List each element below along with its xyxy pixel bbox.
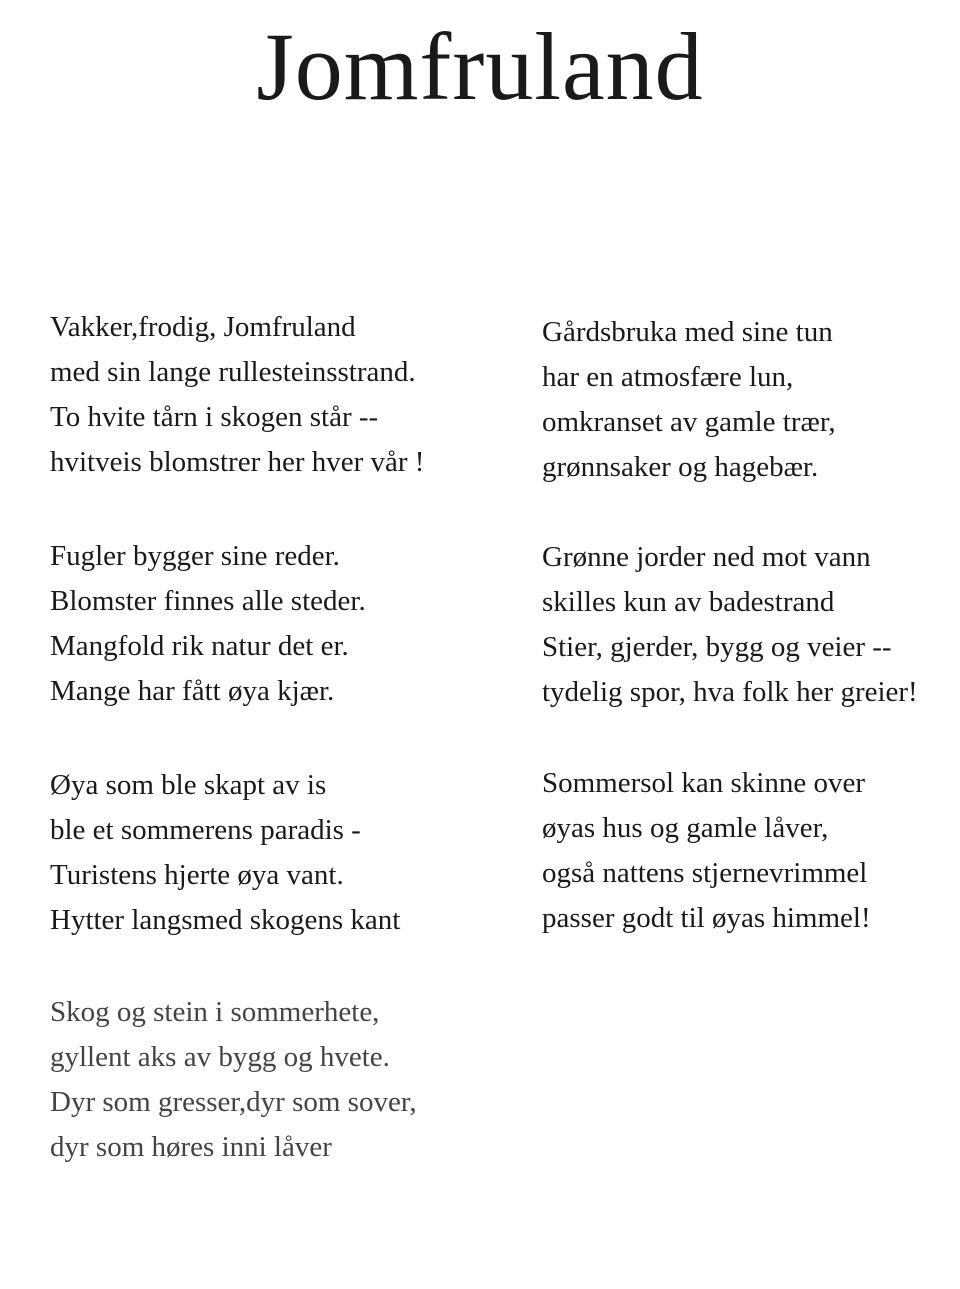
poem-line: skilles kun av badestrand <box>542 586 835 618</box>
poem-line: Vakker,frodig, Jomfruland <box>50 311 356 343</box>
poem-line: ble et sommerens paradis - <box>50 814 361 846</box>
stanza-5 <box>542 310 836 490</box>
poem-line: Gårdsbruka med sine tun <box>542 316 833 348</box>
poem-line: øyas hus og gamle låver, <box>542 812 829 844</box>
stanza-2 <box>50 534 366 714</box>
poem-line: Skog og stein i sommerhete, <box>50 996 380 1028</box>
poem-line: Øya som ble skapt av is <box>50 769 327 801</box>
poem-line: dyr som høres inni låver <box>50 1131 332 1163</box>
poem-line: med sin lange rullesteinsstrand. <box>50 356 416 388</box>
poem-line: Mange har fått øya kjær. <box>50 675 335 707</box>
poem-line: hvitveis blomstrer her hver vår ! <box>50 446 425 478</box>
stanza-1 <box>50 305 424 485</box>
poem-line: også nattens stjernevrimmel <box>542 857 868 889</box>
stanza-6 <box>542 535 918 715</box>
poem-line: To hvite tårn i skogen står -- <box>50 401 379 433</box>
poem-line: grønnsaker og hagebær. <box>542 451 819 483</box>
poem-line: Turistens hjerte øya vant. <box>50 859 344 891</box>
poem-line: Dyr som gresser,dyr som sover, <box>50 1086 417 1118</box>
poem-line: har en atmosfære lun, <box>542 361 794 393</box>
poem-line: omkranset av gamle trær, <box>542 406 836 438</box>
poem-line: Fugler bygger sine reder. <box>50 540 340 572</box>
poem-line: Sommersol kan skinne over <box>542 767 865 799</box>
poem-line: Mangfold rik natur det er. <box>50 630 349 662</box>
poem-line: Blomster finnes alle steder. <box>50 585 366 617</box>
stanza-3 <box>50 763 400 943</box>
poem-line: Hytter langsmed skogens kant <box>50 904 401 936</box>
poem-line: passer godt til øyas himmel! <box>542 902 871 934</box>
poem-line: Stier, gjerder, bygg og veier -- <box>542 631 892 663</box>
poem-line: gyllent aks av bygg og hvete. <box>50 1041 390 1073</box>
stanza-4 <box>50 990 417 1170</box>
poem-title: Jomfruland <box>256 13 704 120</box>
poem-line: tydelig spor, hva folk her greier! <box>542 676 918 708</box>
stanza-7 <box>542 761 871 941</box>
poem-line: Grønne jorder ned mot vann <box>542 541 871 573</box>
